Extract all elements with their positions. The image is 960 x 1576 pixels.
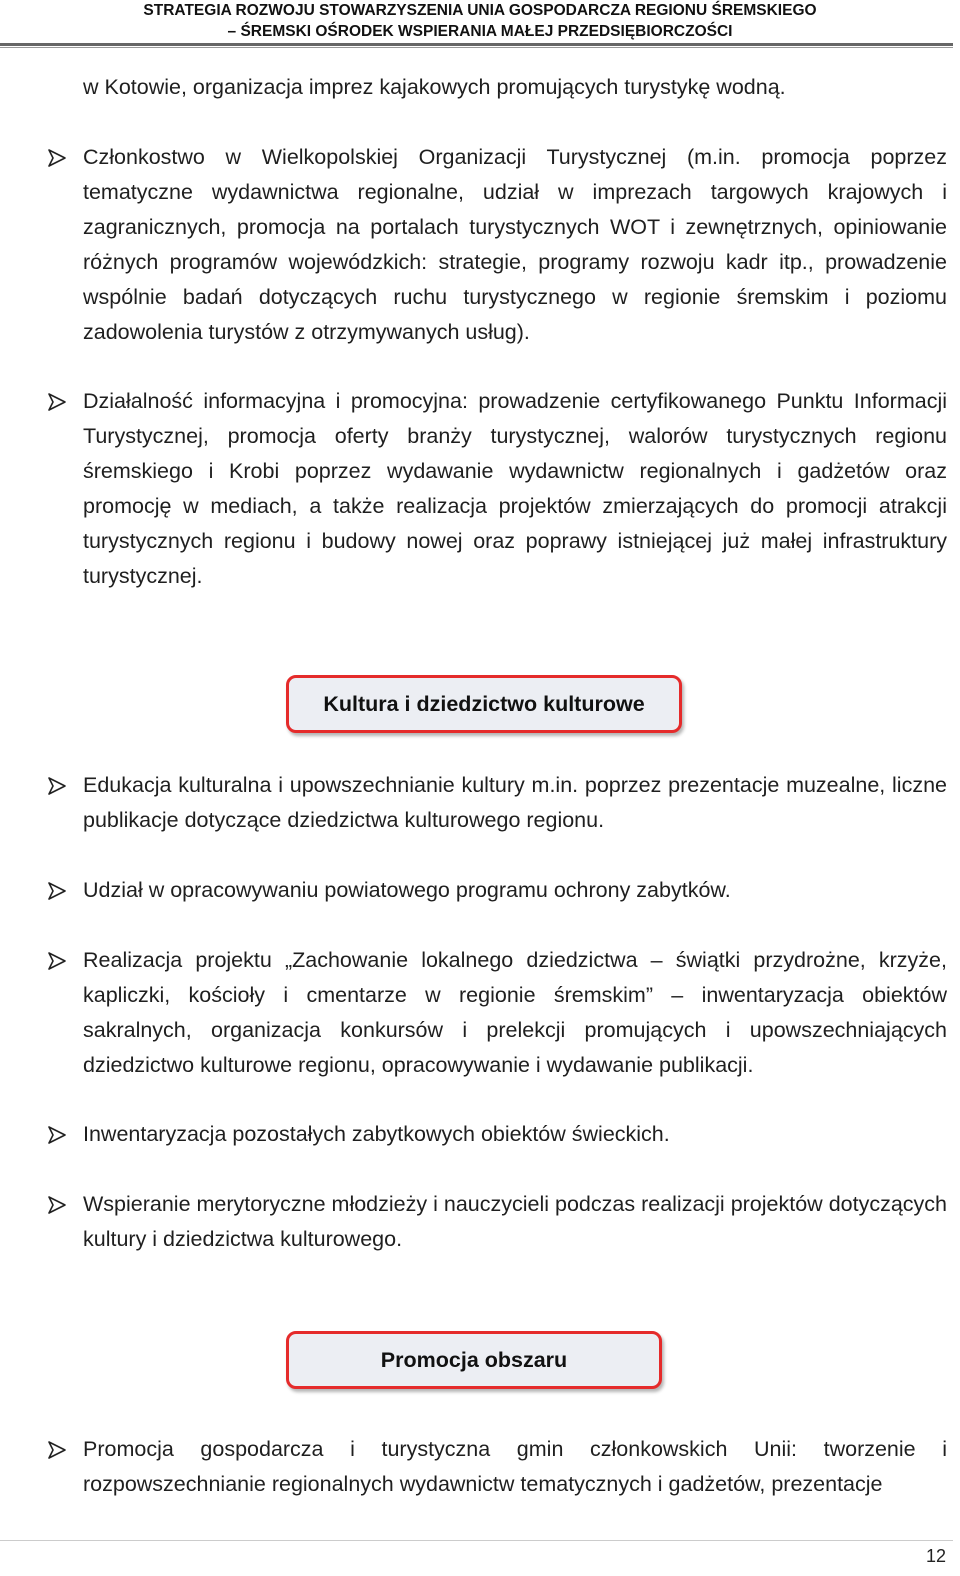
arrowhead-bullet-icon	[47, 1125, 67, 1145]
footer-divider	[0, 1540, 953, 1541]
section-heading-promotion	[286, 1331, 662, 1389]
section-title: Kultura i dziedzictwo kulturowe	[323, 691, 645, 716]
list-item: Wspieranie merytoryczne młodzieży i nauczycieli podczas realizacji projektów dotyczących kultury i dziedzictwa kulturowego.	[83, 1192, 947, 1251]
list-item: Inwentaryzacja pozostałych zabytkowych obiektów świeckich.	[83, 1122, 670, 1146]
arrowhead-bullet-icon	[47, 392, 67, 412]
running-header	[0, 0, 960, 43]
arrowhead-bullet-icon	[47, 1440, 67, 1460]
list-item: Udział w opracowywaniu powiatowego programu ochrony zabytków.	[83, 878, 731, 902]
page-number: 12	[925, 1546, 947, 1566]
list-item: Promocja gospodarcza i turystyczna gmin członkowskich Unii: tworzenie i rozpowszechnianie regionalnych wydawnictw tematycznych i gadżetów, prezentacje	[83, 1437, 947, 1496]
section-heading-culture	[286, 675, 682, 733]
arrowhead-bullet-icon	[47, 148, 67, 168]
arrowhead-bullet-icon	[47, 1195, 67, 1215]
header-title-line1: STRATEGIA ROZWOJU STOWARZYSZENIA UNIA GOSPODARCZA REGIONU ŚREMSKIEGO	[143, 2, 817, 19]
header-title-line2: – ŚREMSKI OŚRODEK WSPIERANIA MAŁEJ PRZEDSIĘBIORCZOŚCI	[227, 23, 733, 40]
list-item: Działalność informacyjna i promocyjna: prowadzenie certyfikowanego Punktu Informacji Turystycznej, promocja oferty branży turystycznej, walorów turystycznych regionu śremskiego i Krobi poprzez wydawanie wydawnictw regionalnych i gadżetów oraz promocję w mediach, a także realizacja projektów zmierzających do promocji atrakcji turystycznych regionu i budowy nowej oraz poprawy istniejącej już małej infrastruktury turystycznej.	[83, 389, 947, 588]
arrowhead-bullet-icon	[47, 951, 67, 971]
arrowhead-bullet-icon	[47, 776, 67, 796]
arrowhead-bullet-icon	[47, 881, 67, 901]
list-item: Członkostwo w Wielkopolskiej Organizacji Turystycznej (m.in. promocja poprzez tematyczne wydawnictwa regionalne, udział w imprezach targowych krajowych i zagranicznych, promocja na portalach turystycznych WOT i zewnętrznych, opiniowanie różnych programów wojewódzkich: strategie, programy rozwoju kadr itp., prowadzenie wspólnie badań dotyczących ruchu turystycznego w regionie śremskim i poziomu zadowolenia turystów z otrzymywanych usług).	[83, 145, 947, 344]
list-item: Realizacja projektu „Zachowanie lokalnego dziedzictwa – świątki przydrożne, krzyże, kapliczki, kościoły i cmentarze w regionie śremskim” – inwentaryzacja obiektów sakralnych, organizacja konkursów i prelekcji promujących i upowszechniających dziedzictwo kulturowe regionu, opracowywanie i wydawanie publikacji.	[83, 948, 947, 1077]
header-divider-thin	[0, 47, 953, 48]
intro-paragraph: w Kotowie, organizacja imprez kajakowych promujących turystykę wodną.	[83, 75, 786, 99]
section-title: Promocja obszaru	[380, 1347, 568, 1372]
list-item: Edukacja kulturalna i upowszechnianie kultury m.in. poprzez prezentacje muzealne, liczne publikacje dotyczące dziedzictwa kulturowego regionu.	[83, 773, 947, 832]
header-divider	[0, 43, 953, 46]
